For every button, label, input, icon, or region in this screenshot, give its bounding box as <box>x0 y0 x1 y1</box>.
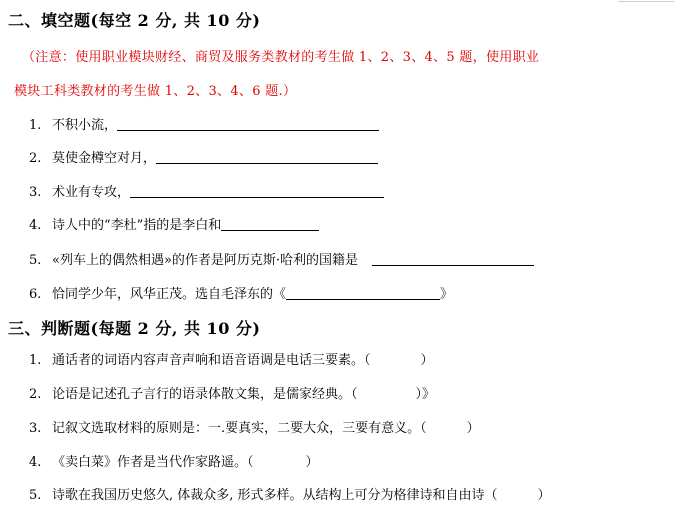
question-text: 恰同学少年，风华正茂。选自毛泽东的《 <box>52 287 287 302</box>
judge-question-1 <box>29 349 434 368</box>
question-number: 3. <box>29 185 42 200</box>
answer-blank[interactable] <box>117 117 379 131</box>
fill-question-6 <box>29 283 453 302</box>
question-text: 莫使金樽空对月， <box>52 151 157 166</box>
question-text: 论语是记述孔子言行的语录体散文集，是儒家经典。（ <box>52 387 358 402</box>
question-number: 2. <box>29 387 42 402</box>
judge-question-2 <box>29 383 435 402</box>
question-number: 4. <box>29 218 42 233</box>
answer-blank[interactable] <box>286 286 440 300</box>
closing-paren: ） <box>420 353 434 368</box>
question-text: 诗人中的“李杜”指的是李白和 <box>52 218 222 233</box>
question-number: 5. <box>29 253 42 268</box>
fill-question-4 <box>29 214 319 233</box>
question-text: 诗歌在我国历史悠久, 体裁众多, 形式多样。从结构上可分为格律诗和自由诗（ <box>52 488 498 503</box>
question-text: 《卖白菜》作者是当代作家路遥。（ <box>52 455 254 470</box>
question-text: 记叙文选取材料的原则是：一.要真实，二要大众，三要有意义。（ <box>52 421 427 436</box>
fill-question-2 <box>29 147 378 166</box>
answer-blank[interactable] <box>156 150 378 164</box>
judge-question-5 <box>29 484 551 503</box>
question-number: 3. <box>29 421 42 436</box>
question-number: 1. <box>29 353 42 368</box>
closing-bracket: 》 <box>440 287 454 302</box>
answer-blank[interactable] <box>372 252 534 266</box>
fill-question-5 <box>29 249 534 268</box>
question-number: 4. <box>29 455 42 470</box>
question-text: 术业有专攻， <box>52 185 131 200</box>
question-number: 2. <box>29 151 42 166</box>
question-number: 6. <box>29 287 42 302</box>
fill-question-1 <box>29 114 379 133</box>
question-number: 1. <box>29 118 42 133</box>
instruction-note-line-1: （注意：使用职业模块财经、商贸及服务类教材的考生做 1、2、3、4、5 题，使用职业 <box>22 50 540 65</box>
question-number: 5. <box>29 488 42 503</box>
closing-paren: ）》 <box>415 387 436 402</box>
answer-blank[interactable] <box>221 217 319 231</box>
question-text: 通话者的词语内容声音声响和语音语调是电话三要素。（ <box>52 353 371 368</box>
top-edge-line <box>618 1 674 2</box>
closing-paren: ） <box>537 488 551 503</box>
answer-blank[interactable] <box>130 184 384 198</box>
section-title-fill-in: 二、填空题(每空 2 分, 共 10 分) <box>8 11 261 30</box>
closing-paren: ） <box>305 455 319 470</box>
judge-question-3 <box>29 417 480 436</box>
fill-question-3 <box>29 181 384 200</box>
question-text: 不积小流， <box>52 118 118 133</box>
closing-paren: ） <box>466 421 480 436</box>
question-text: «列车上的偶然相遇»的作者是阿历克斯·哈利的国籍是 <box>52 253 359 268</box>
judge-question-4 <box>29 451 319 470</box>
instruction-note-line-2: 模块工科类教材的考生做 1、2、3、4、6 题.） <box>14 84 297 99</box>
section-title-true-false: 三、判断题(每题 2 分, 共 10 分) <box>8 319 261 338</box>
